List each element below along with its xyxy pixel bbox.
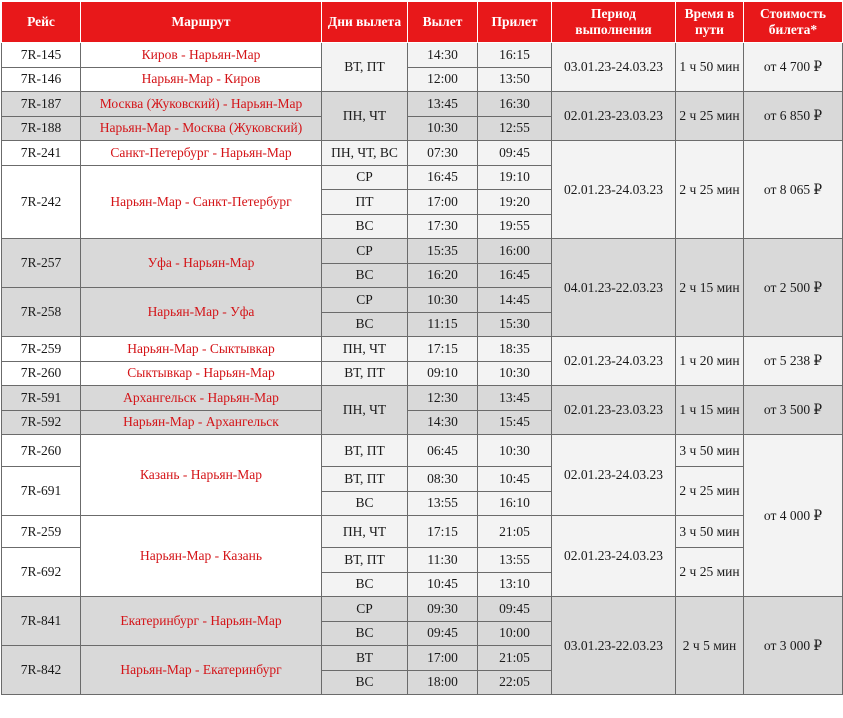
arrival-time: 13:45 bbox=[478, 386, 552, 411]
route-cell: Нарьян-Мар - Москва (Жуковский) bbox=[81, 116, 322, 141]
flight-group-kazan bbox=[2, 435, 843, 597]
flight-number: 7R-187 bbox=[2, 92, 81, 117]
flight-number: 7R-242 bbox=[2, 165, 81, 239]
route-cell: Нарьян-Мар - Киров bbox=[81, 67, 322, 92]
duration-cell: 1 ч 20 мин bbox=[676, 337, 744, 386]
arrival-time: 15:30 bbox=[478, 312, 552, 337]
days-cell: ВС bbox=[322, 670, 408, 695]
flight-group-ufa bbox=[2, 239, 843, 337]
price-cell: от 8 065 ₽ bbox=[744, 141, 843, 239]
flight-number: 7R-260 bbox=[2, 361, 81, 386]
period-cell: 04.01.23-22.03.23 bbox=[552, 239, 676, 337]
duration-cell: 2 ч 25 мин bbox=[676, 467, 744, 516]
col-header-days: Дни вылета bbox=[322, 2, 408, 43]
route-cell: Москва (Жуковский) - Нарьян-Мар bbox=[81, 92, 322, 117]
departure-time: 13:55 bbox=[408, 491, 478, 516]
departure-time: 13:45 bbox=[408, 92, 478, 117]
flight-number: 7R-146 bbox=[2, 67, 81, 92]
table-row bbox=[2, 386, 843, 411]
days-cell: ПН, ЧТ bbox=[322, 337, 408, 362]
days-cell: ВТ, ПТ bbox=[322, 548, 408, 573]
price-cell: от 6 850 ₽ bbox=[744, 92, 843, 141]
arrival-time: 10:00 bbox=[478, 621, 552, 646]
col-header-flight: Рейс bbox=[2, 2, 81, 43]
table-row bbox=[2, 239, 843, 264]
arrival-time: 09:45 bbox=[478, 597, 552, 622]
departure-time: 09:30 bbox=[408, 597, 478, 622]
period-cell: 02.01.23-24.03.23 bbox=[552, 141, 676, 239]
route-cell: Архангельск - Нарьян-Мар bbox=[81, 386, 322, 411]
flight-number: 7R-188 bbox=[2, 116, 81, 141]
period-cell: 02.01.23-24.03.23 bbox=[552, 337, 676, 386]
table-row bbox=[2, 337, 843, 362]
flight-number: 7R-241 bbox=[2, 141, 81, 166]
departure-time: 12:30 bbox=[408, 386, 478, 411]
arrival-time: 19:55 bbox=[478, 214, 552, 239]
departure-time: 10:30 bbox=[408, 288, 478, 313]
col-header-price: Стоимость билета* bbox=[744, 2, 843, 43]
schedule-table bbox=[1, 1, 843, 695]
col-header-arrival: Прилет bbox=[478, 2, 552, 43]
departure-time: 17:15 bbox=[408, 337, 478, 362]
flight-group-yekaterinburg bbox=[2, 597, 843, 695]
col-header-departure: Вылет bbox=[408, 2, 478, 43]
arrival-time: 13:50 bbox=[478, 67, 552, 92]
departure-time: 10:30 bbox=[408, 116, 478, 141]
period-cell: 03.01.23-24.03.23 bbox=[552, 43, 676, 92]
days-cell: СР bbox=[322, 597, 408, 622]
duration-cell: 2 ч 15 мин bbox=[676, 239, 744, 337]
period-cell: 02.01.23-23.03.23 bbox=[552, 92, 676, 141]
departure-time: 17:00 bbox=[408, 646, 478, 671]
flight-group-syktyvkar bbox=[2, 337, 843, 386]
table-row bbox=[2, 597, 843, 622]
days-cell: ПН, ЧТ, ВС bbox=[322, 141, 408, 166]
route-cell: Нарьян-Мар - Сыктывкар bbox=[81, 337, 322, 362]
departure-time: 18:00 bbox=[408, 670, 478, 695]
arrival-time: 09:45 bbox=[478, 141, 552, 166]
flight-group-spb bbox=[2, 141, 843, 239]
departure-time: 07:30 bbox=[408, 141, 478, 166]
arrival-time: 13:55 bbox=[478, 548, 552, 573]
route-cell: Нарьян-Мар - Екатеринбург bbox=[81, 646, 322, 695]
days-cell: ВС bbox=[322, 263, 408, 288]
flight-group-moscow bbox=[2, 92, 843, 141]
route-cell: Нарьян-Мар - Казань bbox=[81, 516, 322, 597]
arrival-time: 19:20 bbox=[478, 190, 552, 215]
days-cell: СР bbox=[322, 239, 408, 264]
arrival-time: 19:10 bbox=[478, 165, 552, 190]
price-cell: от 4 000 ₽ bbox=[744, 435, 843, 597]
flight-number: 7R-259 bbox=[2, 337, 81, 362]
duration-cell: 2 ч 25 мин bbox=[676, 92, 744, 141]
arrival-time: 15:45 bbox=[478, 410, 552, 435]
days-cell: ПН, ЧТ bbox=[322, 386, 408, 435]
route-cell: Казань - Нарьян-Мар bbox=[81, 435, 322, 516]
days-cell: ПТ bbox=[322, 190, 408, 215]
days-cell: ВТ, ПТ bbox=[322, 43, 408, 92]
departure-time: 10:45 bbox=[408, 572, 478, 597]
arrival-time: 16:45 bbox=[478, 263, 552, 288]
price-cell: от 3 500 ₽ bbox=[744, 386, 843, 435]
arrival-time: 10:45 bbox=[478, 467, 552, 492]
table-row bbox=[2, 435, 843, 467]
departure-time: 14:30 bbox=[408, 410, 478, 435]
flight-number: 7R-692 bbox=[2, 548, 81, 597]
route-cell: Нарьян-Мар - Архангельск bbox=[81, 410, 322, 435]
duration-cell: 2 ч 5 мин bbox=[676, 597, 744, 695]
arrival-time: 14:45 bbox=[478, 288, 552, 313]
flight-number: 7R-841 bbox=[2, 597, 81, 646]
flight-number: 7R-259 bbox=[2, 516, 81, 548]
departure-time: 16:20 bbox=[408, 263, 478, 288]
arrival-time: 13:10 bbox=[478, 572, 552, 597]
arrival-time: 21:05 bbox=[478, 646, 552, 671]
flight-number: 7R-145 bbox=[2, 43, 81, 68]
arrival-time: 12:55 bbox=[478, 116, 552, 141]
flight-group-arkhangelsk bbox=[2, 386, 843, 435]
flight-number: 7R-592 bbox=[2, 410, 81, 435]
period-cell: 03.01.23-22.03.23 bbox=[552, 597, 676, 695]
departure-time: 11:30 bbox=[408, 548, 478, 573]
period-cell: 02.01.23-24.03.23 bbox=[552, 435, 676, 516]
departure-time: 12:00 bbox=[408, 67, 478, 92]
price-cell: от 4 700 ₽ bbox=[744, 43, 843, 92]
flight-number: 7R-257 bbox=[2, 239, 81, 288]
departure-time: 06:45 bbox=[408, 435, 478, 467]
departure-time: 17:30 bbox=[408, 214, 478, 239]
departure-time: 16:45 bbox=[408, 165, 478, 190]
price-cell: от 2 500 ₽ bbox=[744, 239, 843, 337]
departure-time: 17:15 bbox=[408, 516, 478, 548]
route-cell: Екатеринбург - Нарьян-Мар bbox=[81, 597, 322, 646]
period-cell: 02.01.23-23.03.23 bbox=[552, 386, 676, 435]
price-cell: от 5 238 ₽ bbox=[744, 337, 843, 386]
departure-time: 08:30 bbox=[408, 467, 478, 492]
days-cell: ВС bbox=[322, 572, 408, 597]
duration-cell: 2 ч 25 мин bbox=[676, 548, 744, 597]
period-cell: 02.01.23-24.03.23 bbox=[552, 516, 676, 597]
arrival-time: 10:30 bbox=[478, 435, 552, 467]
route-cell: Нарьян-Мар - Уфа bbox=[81, 288, 322, 337]
flight-number: 7R-691 bbox=[2, 467, 81, 516]
header-row bbox=[2, 2, 843, 43]
col-header-period: Период выполнения bbox=[552, 2, 676, 43]
route-cell: Уфа - Нарьян-Мар bbox=[81, 239, 322, 288]
col-header-duration: Время в пути bbox=[676, 2, 744, 43]
flight-number: 7R-258 bbox=[2, 288, 81, 337]
route-cell: Киров - Нарьян-Мар bbox=[81, 43, 322, 68]
duration-cell: 1 ч 50 мин bbox=[676, 43, 744, 92]
days-cell: ВТ, ПТ bbox=[322, 467, 408, 492]
table-row bbox=[2, 141, 843, 166]
departure-time: 14:30 bbox=[408, 43, 478, 68]
flight-number: 7R-591 bbox=[2, 386, 81, 411]
duration-cell: 3 ч 50 мин bbox=[676, 516, 744, 548]
table-row bbox=[2, 43, 843, 68]
table-row bbox=[2, 92, 843, 117]
days-cell: ВС bbox=[322, 491, 408, 516]
price-cell: от 3 000 ₽ bbox=[744, 597, 843, 695]
route-cell: Сыктывкар - Нарьян-Мар bbox=[81, 361, 322, 386]
days-cell: СР bbox=[322, 288, 408, 313]
flight-number: 7R-842 bbox=[2, 646, 81, 695]
days-cell: СР bbox=[322, 165, 408, 190]
days-cell: ПН, ЧТ bbox=[322, 92, 408, 141]
days-cell: ВС bbox=[322, 621, 408, 646]
duration-cell: 2 ч 25 мин bbox=[676, 141, 744, 239]
arrival-time: 16:15 bbox=[478, 43, 552, 68]
arrival-time: 16:30 bbox=[478, 92, 552, 117]
days-cell: ПН, ЧТ bbox=[322, 516, 408, 548]
arrival-time: 18:35 bbox=[478, 337, 552, 362]
duration-cell: 1 ч 15 мин bbox=[676, 386, 744, 435]
col-header-route: Маршрут bbox=[81, 2, 322, 43]
arrival-time: 21:05 bbox=[478, 516, 552, 548]
table-row bbox=[2, 516, 843, 548]
departure-time: 09:10 bbox=[408, 361, 478, 386]
departure-time: 15:35 bbox=[408, 239, 478, 264]
arrival-time: 22:05 bbox=[478, 670, 552, 695]
arrival-time: 10:30 bbox=[478, 361, 552, 386]
days-cell: ВТ, ПТ bbox=[322, 361, 408, 386]
flight-group-kirov bbox=[2, 43, 843, 92]
days-cell: ВТ bbox=[322, 646, 408, 671]
days-cell: ВС bbox=[322, 214, 408, 239]
duration-cell: 3 ч 50 мин bbox=[676, 435, 744, 467]
route-cell: Нарьян-Мар - Санкт-Петербург bbox=[81, 165, 322, 239]
arrival-time: 16:10 bbox=[478, 491, 552, 516]
days-cell: ВС bbox=[322, 312, 408, 337]
departure-time: 11:15 bbox=[408, 312, 478, 337]
flight-number: 7R-260 bbox=[2, 435, 81, 467]
days-cell: ВТ, ПТ bbox=[322, 435, 408, 467]
arrival-time: 16:00 bbox=[478, 239, 552, 264]
departure-time: 09:45 bbox=[408, 621, 478, 646]
departure-time: 17:00 bbox=[408, 190, 478, 215]
route-cell: Санкт-Петербург - Нарьян-Мар bbox=[81, 141, 322, 166]
